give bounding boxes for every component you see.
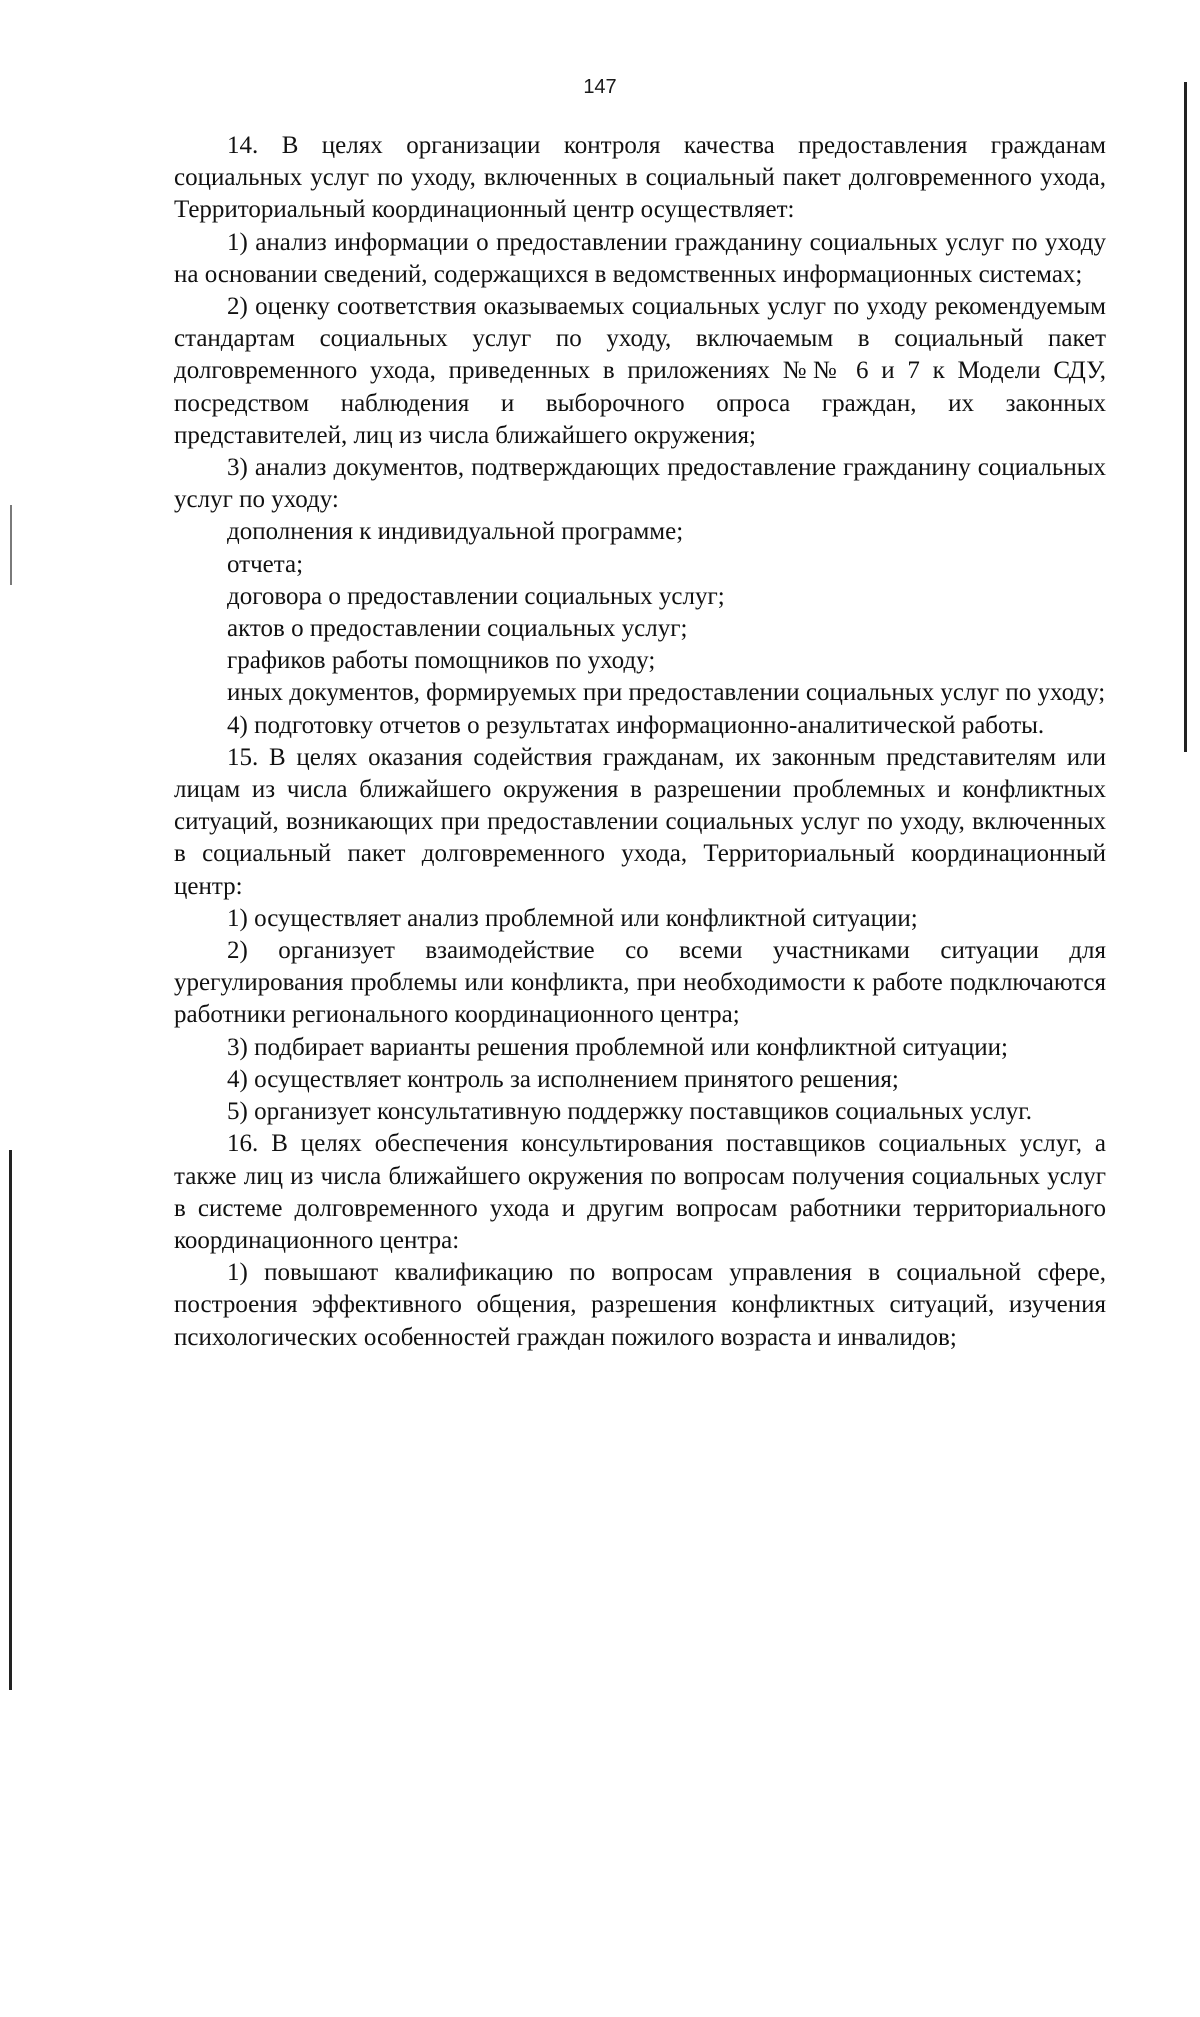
list-item-14-1: 1) анализ информации о предоставлении гражданину социальных услуг по уходу на основании сведений, содержащихся в ведомственных информационных системах; bbox=[174, 228, 1106, 288]
sub-item-schedules: графиков работы помощников по уходу; bbox=[227, 647, 656, 675]
sub-item-additions: дополнения к индивидуальной программе; bbox=[227, 518, 684, 546]
page-number: 147 bbox=[583, 76, 617, 98]
list-item-15-1: 1) осуществляет анализ проблемной или конфликтной ситуации; bbox=[227, 904, 918, 932]
list-item-15-5: 5) организует консультативную поддержку поставщиков социальных услуг. bbox=[227, 1098, 1032, 1126]
paragraph-14: 14. В целях организации контроля качества предоставления гражданам социальных услуг по уходу, включенных в социальный пакет долговременного ухода, Территориальный координационный центр осуществляет: bbox=[174, 132, 1106, 224]
scan-edge-right bbox=[1184, 82, 1187, 752]
scan-edge-left-lower bbox=[9, 1150, 12, 1690]
list-item-15-3: 3) подбирает варианты решения проблемной или конфликтной ситуации; bbox=[227, 1033, 1008, 1061]
sub-item-contract: договора о предоставлении социальных услуг; bbox=[227, 582, 725, 610]
sub-item-acts: актов о предоставлении социальных услуг; bbox=[227, 615, 688, 643]
sub-item-report: отчета; bbox=[227, 550, 304, 578]
list-item-15-4: 4) осуществляет контроль за исполнением принятого решения; bbox=[227, 1065, 899, 1093]
scan-edge-left-upper bbox=[10, 505, 12, 585]
list-item-14-2: 2) оценку соответствия оказываемых социальных услуг по уходу рекомендуемым стандартам социальных услуг по уходу, включаемым в социальный пакет долговременного ухода, приведенных в приложениях №№ 6 и 7 к Модели СДУ, посредством наблюдения и выборочного опроса граждан, их законных представителей, лиц из числа ближайшего окружения; bbox=[174, 293, 1106, 449]
sub-item-other-documents: иных документов, формируемых при предоставлении социальных услуг по уходу; bbox=[227, 679, 1106, 707]
list-item-16-1: 1) повышают квалификацию по вопросам управления в социальной сфере, построения эффективного общения, разрешения конфликтных ситуаций, изучения психологических особенностей граждан пожилого возраста и инвалидов; bbox=[174, 1259, 1106, 1351]
paragraph-15: 15. В целях оказания содействия гражданам, их законным представителям или лицам из числа ближайшего окружения в разрешении проблемных и конфликтных ситуаций, возникающих при предоставлении социальных услуг по уходу, включенных в социальный пакет долговременного ухода, Территориальный координационный центр: bbox=[174, 743, 1106, 900]
list-item-14-4: 4) подготовку отчетов о результатах информационно-аналитической работы. bbox=[227, 711, 1045, 739]
list-item-15-2: 2) организует взаимодействие со всеми участниками ситуации для урегулирования проблемы или конфликта, при необходимости к работе подключаются работники регионального координационного центра; bbox=[174, 937, 1106, 1029]
paragraph-16: 16. В целях обеспечения консультирования поставщиков социальных услуг, а также лиц из числа ближайшего окружения по вопросам получения социальных услуг в системе долговременного ухода и другим вопросам работники территориального координационного центра: bbox=[174, 1130, 1106, 1254]
document-body bbox=[174, 130, 1106, 1354]
list-item-14-3: 3) анализ документов, подтверждающих предоставление гражданину социальных услуг по уходу: bbox=[174, 454, 1106, 514]
